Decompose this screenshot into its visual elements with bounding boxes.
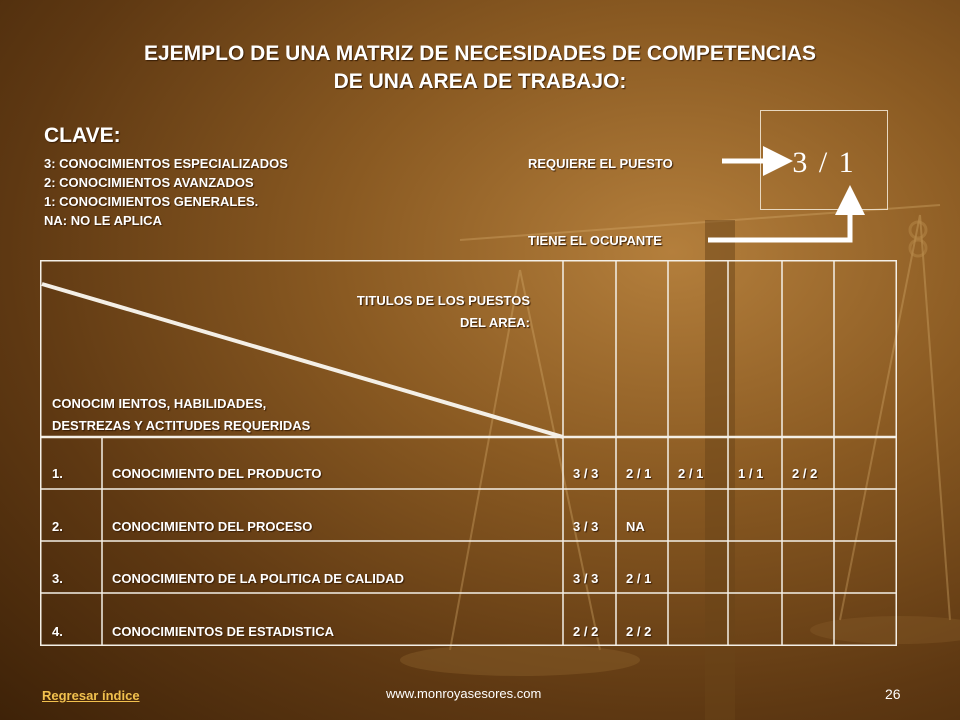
matrix-cell: 2 / 1: [626, 466, 652, 481]
key-item: 2: CONOCIMIENTOS AVANZADOS: [44, 175, 254, 190]
row-label: CONOCIMIENTO DEL PRODUCTO: [112, 466, 322, 481]
key-heading: CLAVE:: [44, 124, 121, 147]
header-titles: [310, 290, 530, 334]
matrix-cell: 3 / 3: [573, 571, 599, 586]
key-list: [44, 154, 288, 230]
header-competencies-line: DESTREZAS Y ACTITUDES REQUERIDAS: [52, 418, 311, 433]
header-titles-line: DEL AREA:: [459, 315, 530, 330]
title-line-2: DE UNA AREA DE TRABAJO:: [333, 70, 627, 93]
has-label: TIENE EL OCUPANTE: [528, 233, 662, 248]
matrix-cell: 2 / 1: [678, 466, 704, 481]
header-titles-line: TITULOS DE LOS PUESTOS: [356, 293, 530, 308]
matrix-cell: 2 / 2: [792, 466, 818, 481]
back-to-index-link[interactable]: Regresar índice: [42, 688, 140, 703]
matrix-cell: 2 / 2: [573, 624, 599, 639]
key-item: 3: CONOCIMIENTOS ESPECIALIZADOS: [44, 156, 288, 171]
matrix-cell: 3 / 3: [573, 466, 599, 481]
title-line-1: EJEMPLO DE UNA MATRIZ DE NECESIDADES DE COMPETENCIAS: [143, 42, 817, 65]
example-value: 3 / 1: [792, 146, 856, 179]
key-item: 1: CONOCIMIENTOS GENERALES.: [44, 194, 259, 209]
row-number: 3.: [52, 571, 63, 586]
row-label: CONOCIMIENTO DEL PROCESO: [112, 519, 313, 534]
website-url: www.monroyasesores.com: [386, 686, 542, 701]
matrix-cell: NA: [626, 519, 645, 534]
matrix-cell: 1 / 1: [738, 466, 764, 481]
row-number: 1.: [52, 466, 63, 481]
required-label: REQUIERE EL PUESTO: [528, 156, 673, 171]
key-item: NA: NO LE APLICA: [44, 213, 162, 228]
page-number: 26: [885, 686, 901, 702]
page-title: [0, 40, 960, 96]
header-competencies: [52, 393, 310, 437]
row-number: 2.: [52, 519, 63, 534]
row-number: 4.: [52, 624, 63, 639]
matrix-cell: 2 / 1: [626, 571, 652, 586]
competency-matrix: [40, 260, 897, 646]
header-competencies-line: CONOCIM IENTOS, HABILIDADES,: [52, 396, 267, 411]
row-label: CONOCIMIENTOS DE ESTADISTICA: [112, 624, 334, 639]
row-label: CONOCIMIENTO DE LA POLITICA DE CALIDAD: [112, 571, 405, 586]
matrix-cell: 2 / 2: [626, 624, 652, 639]
scale-pan-left: [400, 644, 640, 676]
matrix-cell: 3 / 3: [573, 519, 599, 534]
